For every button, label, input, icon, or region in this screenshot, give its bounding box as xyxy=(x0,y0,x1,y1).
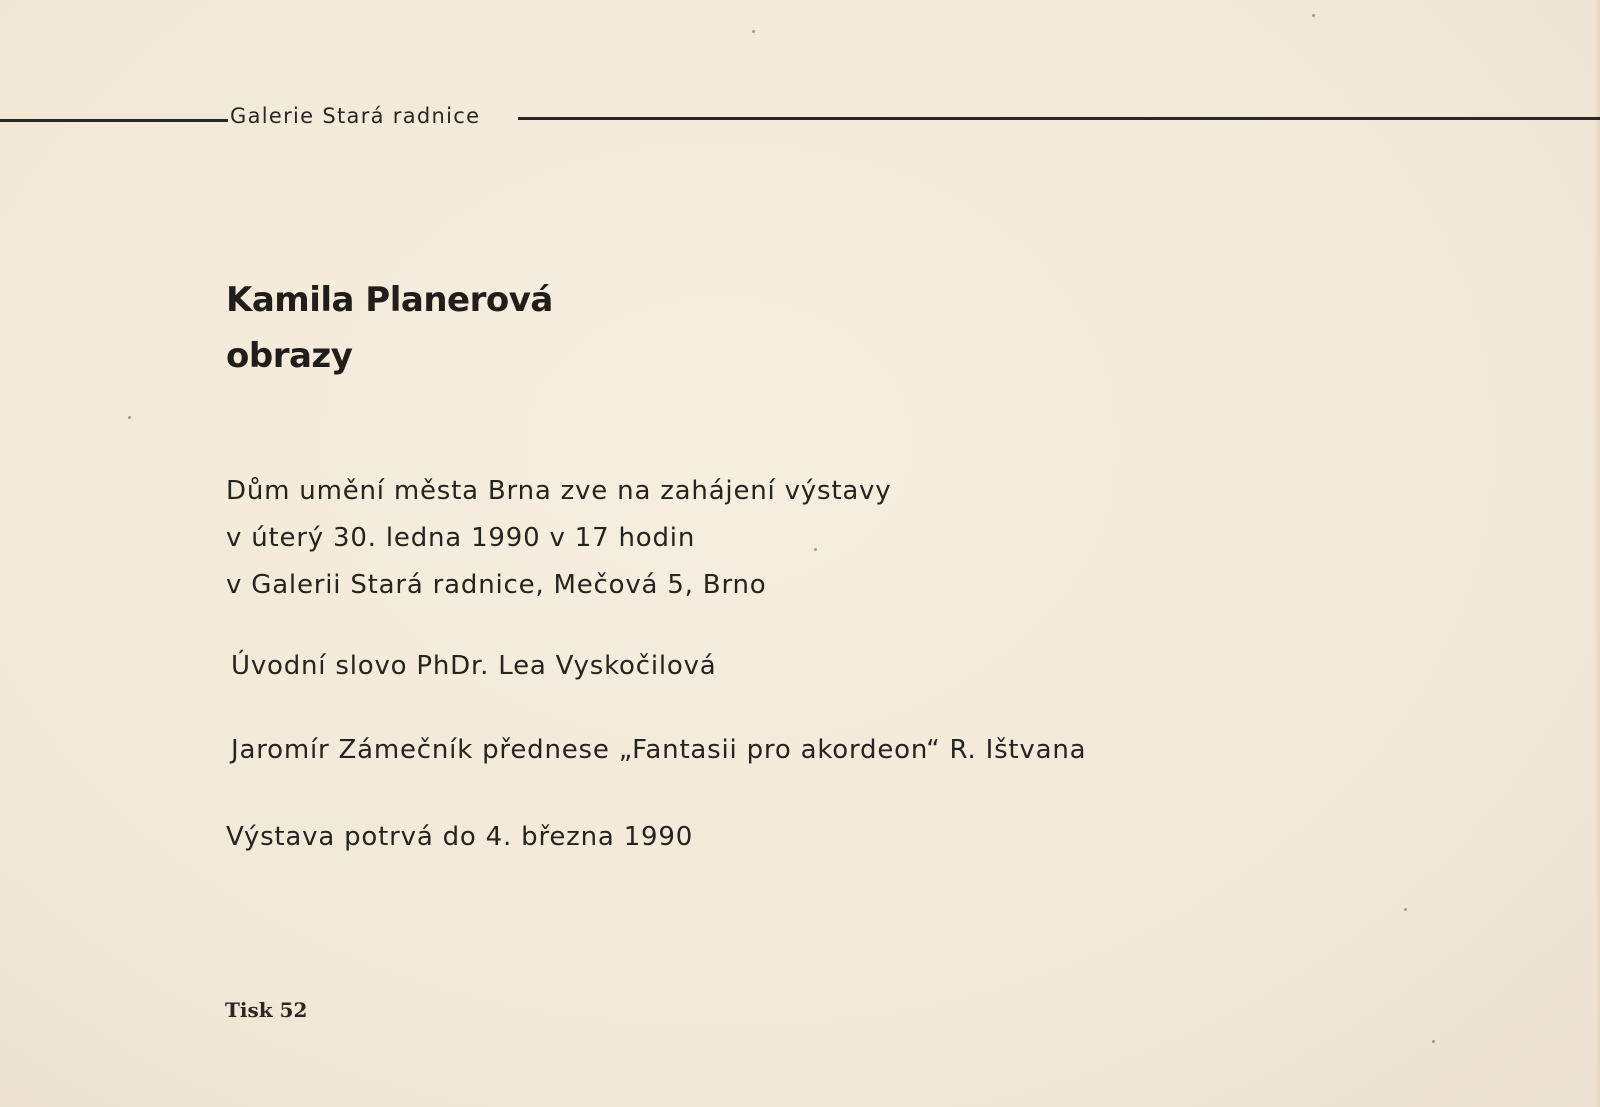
invitation-line-2: v úterý 30. ledna 1990 v 17 hodin xyxy=(226,523,696,553)
gallery-header: Galerie Stará radnice xyxy=(230,104,481,128)
paper-speck xyxy=(814,548,817,551)
print-mark: Tisk 52 xyxy=(225,998,308,1022)
paper-speck xyxy=(128,416,131,419)
paper-speck xyxy=(1312,14,1315,17)
exhibition-duration: Výstava potrvá do 4. března 1990 xyxy=(226,822,694,852)
paper-speck xyxy=(752,30,755,33)
exhibition-subtitle: obrazy xyxy=(226,336,353,376)
paper-speck xyxy=(1404,908,1407,911)
invitation-line-1: Dům umění města Brna zve na zahájení výstavy xyxy=(226,476,892,506)
opening-speech: Úvodní slovo PhDr. Lea Vyskočilová xyxy=(231,651,717,681)
paper-speck xyxy=(1432,1040,1435,1043)
header-rule-left xyxy=(0,119,228,122)
card-edge-shadow xyxy=(1594,0,1600,1107)
music-performance: Jaromír Zámečník přednese „Fantasii pro akordeon“ R. Ištvana xyxy=(231,735,1087,765)
artist-name: Kamila Planerová xyxy=(226,280,553,320)
header-rule-right xyxy=(518,117,1600,120)
invitation-line-3: v Galerii Stará radnice, Mečová 5, Brno xyxy=(226,570,767,600)
